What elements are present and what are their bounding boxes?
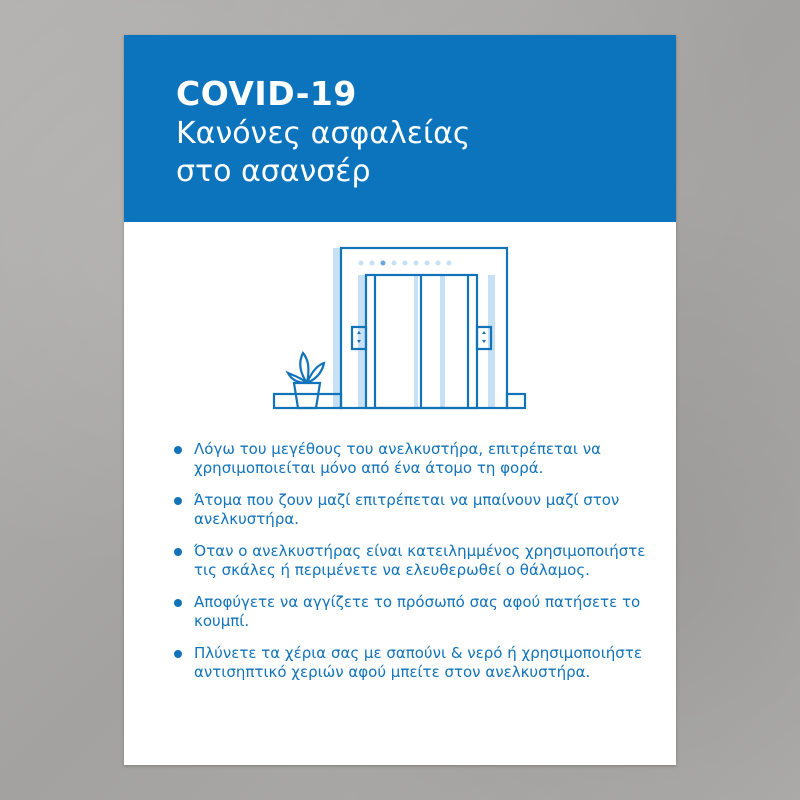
bullet-icon	[174, 599, 182, 607]
poster-title: COVID-19	[176, 74, 357, 113]
subtitle-line-1: Κανόνες ασφαλείας	[176, 116, 471, 151]
poster-header	[124, 35, 676, 222]
safety-poster	[124, 35, 676, 765]
bullet-icon	[174, 497, 182, 505]
elevator-illustration-icon	[270, 235, 530, 415]
safety-rules-list	[172, 440, 662, 695]
rule-item: Λόγω του μεγέθους του ανελκυστήρα, επιτρέπεται να χρησιμοποιείται μόνο από ένα άτομο τη φορά.	[172, 440, 662, 478]
rule-item: Όταν ο ανελκυστήρας είναι κατειλημμένος χρησιμοποιήστε τις σκάλες ή περιμένετε να ελευθερωθεί ο θάλαμος.	[172, 542, 662, 580]
bullet-icon	[174, 650, 182, 658]
bullet-icon	[174, 446, 182, 454]
rule-item: Πλύνετε τα χέρια σας με σαπούνι & νερό ή χρησιμοποιήστε αντισηπτικό χεριών αφού μπείτε στον ανελκυστήρα.	[172, 644, 662, 682]
rule-item: Αποφύγετε να αγγίζετε το πρόσωπό σας αφού πατήσετε το κουμπί.	[172, 593, 662, 631]
subtitle-line-2: στο ασανσέρ	[176, 154, 371, 189]
poster-subtitle	[176, 115, 471, 191]
bullet-icon	[174, 548, 182, 556]
rule-item: Άτομα που ζουν μαζί επιτρέπεται να μπαίνουν μαζί στον ανελκυστήρα.	[172, 491, 662, 529]
